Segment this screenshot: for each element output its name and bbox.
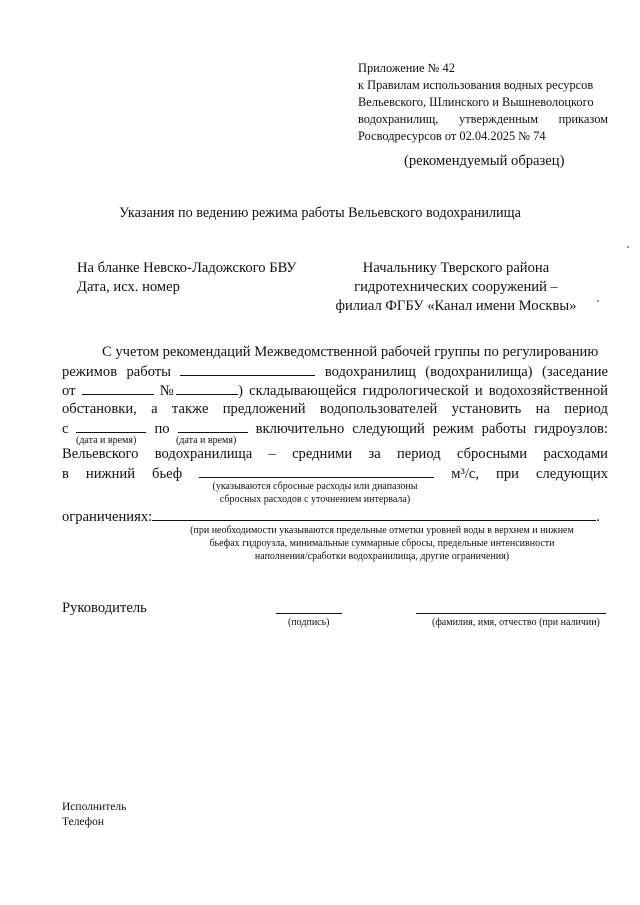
appendix-order-line: Росводресурсов от 02.04.2025 № 74 — [358, 129, 546, 143]
body-line-5 — [62, 420, 608, 438]
head-role: Руководитель — [62, 600, 147, 616]
body-text: . — [596, 509, 600, 525]
body-text: по — [154, 421, 170, 437]
sender-date-number: Дата, исх. номер — [77, 279, 180, 295]
appendix-number: Приложение № 42 — [358, 61, 455, 75]
scan-speck — [597, 300, 599, 302]
period-start-blank[interactable] — [76, 420, 146, 433]
discharge-note — [190, 480, 440, 506]
executor-label: Исполнитель — [62, 801, 127, 813]
body-text: от — [62, 383, 76, 399]
body-line-1: С учетом рекомендаций Межведомственной рабочей группы по регулированию — [102, 344, 599, 360]
body-text: с — [62, 421, 69, 437]
body-line-6: Вельевского водохранилища – средними за период сбросными расходами — [62, 446, 608, 462]
discharge-blank[interactable] — [199, 465, 434, 478]
appendix-rules-line: к Правилам использования водных ресурсов — [358, 78, 594, 92]
discharge-note-line-1: (указываются сбросные расходы или диапазоны — [212, 481, 418, 492]
meeting-date-blank[interactable] — [82, 382, 154, 395]
recipient-line-1: Начальнику Тверского района — [362, 260, 550, 276]
recipient-line-2: гидротехнических сооружений – — [354, 279, 558, 295]
meeting-number-blank[interactable] — [176, 382, 238, 395]
body-line-2 — [62, 363, 608, 381]
recipient-line-3: филиал ФГБУ «Канал имени Москвы» — [335, 298, 577, 314]
limitations-note-line-1: (при необходимости указываются предельные отметки уровней воды в верхнем и нижнем — [190, 525, 574, 536]
phone-label: Телефон — [62, 816, 105, 828]
limitations-note-line-2: бьефах гидроузла, минимальные суммарные сбросы, предельные интенсивности — [209, 538, 555, 549]
body-text: м³/с, при следующих — [451, 466, 608, 482]
footer-block — [62, 800, 126, 830]
date-note-start: (дата и время) — [76, 435, 137, 446]
limitations-note-line-3: наполнения/сработки водохранилища, другие ограничения) — [254, 551, 510, 562]
document-title: Указания по ведению режима работы Вельевского водохранилища — [119, 205, 521, 221]
date-note-end: (дата и время) — [176, 435, 237, 446]
body-line-4: обстановки, а также предложений водопользователей установить на период — [62, 401, 608, 417]
signature-line[interactable] — [276, 613, 342, 614]
full-name-note: (фамилия, имя, отчество (при наличии) — [432, 617, 600, 628]
sender-block — [77, 259, 296, 297]
scan-speck — [627, 246, 629, 248]
body-line-3 — [62, 382, 608, 400]
body-text: водохранилищ (водохранилища) (заседание — [324, 364, 608, 380]
appendix-header — [358, 60, 608, 145]
meeting-group-blank[interactable] — [180, 363, 315, 376]
body-text: № — [159, 383, 177, 399]
body-text: режимов работы — [62, 364, 171, 380]
body-text: ) складывающейся гидрологической и водохозяйственной — [238, 383, 608, 399]
discharge-note-line-2: сбросных расходов с уточнением интервала) — [219, 494, 411, 505]
appendix-reservoirs-line: Вельевского, Шлинского и Вышневолоцкого — [358, 95, 594, 109]
body-text: ограничениях: — [62, 509, 153, 525]
limitations-blank[interactable] — [152, 508, 596, 521]
period-end-blank[interactable] — [178, 420, 248, 433]
appendix-approved-line: водохранилищ, утвержденным приказом — [358, 112, 608, 126]
full-name-line[interactable] — [416, 613, 606, 614]
sample-label: (рекомендуемый образец) — [404, 153, 565, 169]
limitations-note — [152, 524, 612, 563]
recipient-block — [318, 259, 594, 316]
body-text: включительно следующий режим работы гидроузлов: — [255, 421, 608, 437]
body-text: в нижний бьеф — [62, 466, 183, 482]
sender-letterhead: На бланке Невско-Ладожского БВУ — [77, 260, 297, 276]
signature-note: (подпись) — [288, 617, 330, 628]
